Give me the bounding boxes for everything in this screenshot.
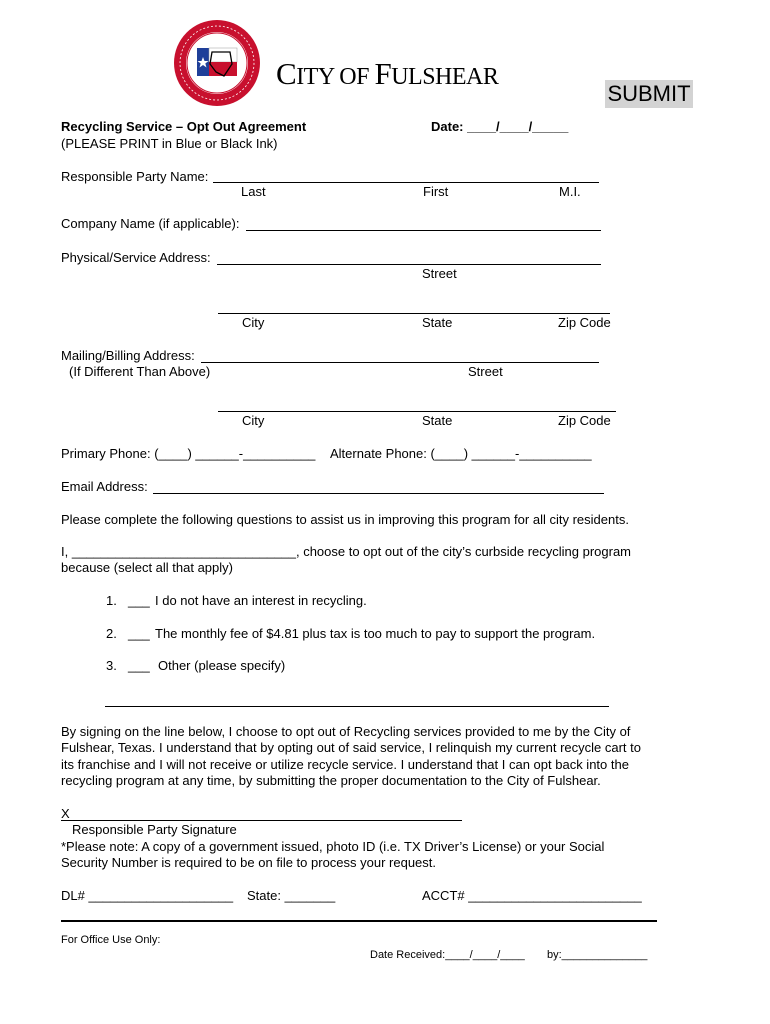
print-note: (PLEASE PRINT in Blue or Black Ink) [61, 136, 278, 151]
mailing-zip-caption: Zip Code [558, 413, 611, 428]
dl-number-field[interactable]: DL# ____________________ [61, 888, 234, 903]
physical-address-label: Physical/Service Address: [61, 250, 211, 265]
responsible-party-name-field[interactable] [213, 182, 599, 183]
mailing-street-field[interactable] [201, 362, 599, 363]
city-seal-logo [172, 18, 262, 108]
physical-street-caption: Street [422, 266, 457, 281]
responsible-party-label: Responsible Party Name: [61, 169, 209, 184]
received-by-field[interactable]: by:______________ [547, 949, 648, 961]
agreement-line-2: Fulshear, Texas. I understand that by opting out of said service, I relinquish my current recycle cart to [61, 740, 641, 755]
agreement-line-3: its franchise and I will not receive or utilize recycle service. I understand that I can opt back into the [61, 757, 629, 772]
alternate-phone-field[interactable]: Alternate Phone: (____) ______-__________ [330, 446, 592, 461]
date-field[interactable]: Date: ____/____/_____ [431, 119, 569, 134]
reason-1-text: I do not have an interest in recycling. [155, 593, 367, 608]
company-name-field[interactable] [246, 230, 601, 231]
mailing-street-caption: Street [468, 364, 503, 379]
mailing-address-label: Mailing/Billing Address: [61, 348, 195, 363]
reason-2-number: 2. [106, 626, 117, 641]
agreement-line-1: By signing on the line below, I choose to opt out of Recycling services provided to me by the City of [61, 724, 631, 739]
name-first-caption: First [423, 184, 449, 199]
other-reason-field[interactable] [105, 706, 609, 707]
email-label: Email Address: [61, 479, 148, 494]
agreement-line-4: recycling program at any time, by submitting the proper documentation to the City of Fulshear. [61, 773, 601, 788]
physical-zip-caption: Zip Code [558, 315, 611, 330]
id-note-line-2: Security Number is required to be on file to process your request. [61, 855, 437, 870]
company-label: Company Name (if applicable): [61, 216, 240, 231]
title-word-fulshear: ULSHEAR [391, 64, 499, 90]
mailing-note: (If Different Than Above) [69, 364, 211, 379]
reason-2-checkbox[interactable]: ___ [128, 626, 150, 641]
reason-2-text: The monthly fee of $4.81 plus tax is too much to pay to support the program. [155, 626, 596, 641]
form-heading: Recycling Service – Opt Out Agreement [61, 119, 307, 134]
title-letter-c: C [276, 56, 297, 91]
reason-3-checkbox[interactable]: ___ [128, 658, 150, 673]
signature-field[interactable] [61, 820, 462, 821]
office-use-label: For Office Use Only: [61, 934, 161, 946]
title-word-city-of: ITY OF [296, 64, 375, 90]
physical-street-field[interactable] [217, 264, 601, 265]
page-title [276, 56, 498, 92]
mailing-city-state-zip-field[interactable] [218, 411, 616, 412]
reason-1-number: 1. [106, 593, 117, 608]
name-mi-caption: M.I. [559, 184, 581, 199]
optout-statement[interactable]: I, _______________________________, choose to opt out of the city’s curbside recycling program [61, 544, 632, 559]
primary-phone-field[interactable]: Primary Phone: (____) ______-__________ [61, 446, 316, 461]
dl-state-field[interactable]: State: _______ [247, 888, 336, 903]
name-last-caption: Last [241, 184, 266, 199]
id-note-line-1: *Please note: A copy of a government issued, photo ID (i.e. TX Driver’s License) or your Social [61, 839, 605, 854]
office-divider [61, 920, 657, 922]
reason-3-text: Other (please specify) [158, 658, 286, 673]
reason-1-checkbox[interactable]: ___ [128, 593, 150, 608]
mailing-city-caption: City [242, 413, 265, 428]
signature-x: X [61, 806, 70, 821]
title-letter-f: F [374, 56, 392, 91]
physical-state-caption: State [422, 315, 453, 330]
questions-intro: Please complete the following questions to assist us in improving this program for all city residents. [61, 512, 629, 527]
date-received-field[interactable]: Date Received:____/____/____ [370, 949, 525, 961]
submit-button[interactable]: SUBMIT [605, 80, 693, 108]
reason-3-number: 3. [106, 658, 117, 673]
physical-city-state-zip-field[interactable] [218, 313, 610, 314]
email-field[interactable] [153, 493, 604, 494]
mailing-state-caption: State [422, 413, 453, 428]
optout-statement-cont: because (select all that apply) [61, 560, 233, 575]
signature-caption: Responsible Party Signature [72, 822, 237, 837]
account-number-field[interactable]: ACCT# ________________________ [422, 888, 642, 903]
physical-city-caption: City [242, 315, 265, 330]
